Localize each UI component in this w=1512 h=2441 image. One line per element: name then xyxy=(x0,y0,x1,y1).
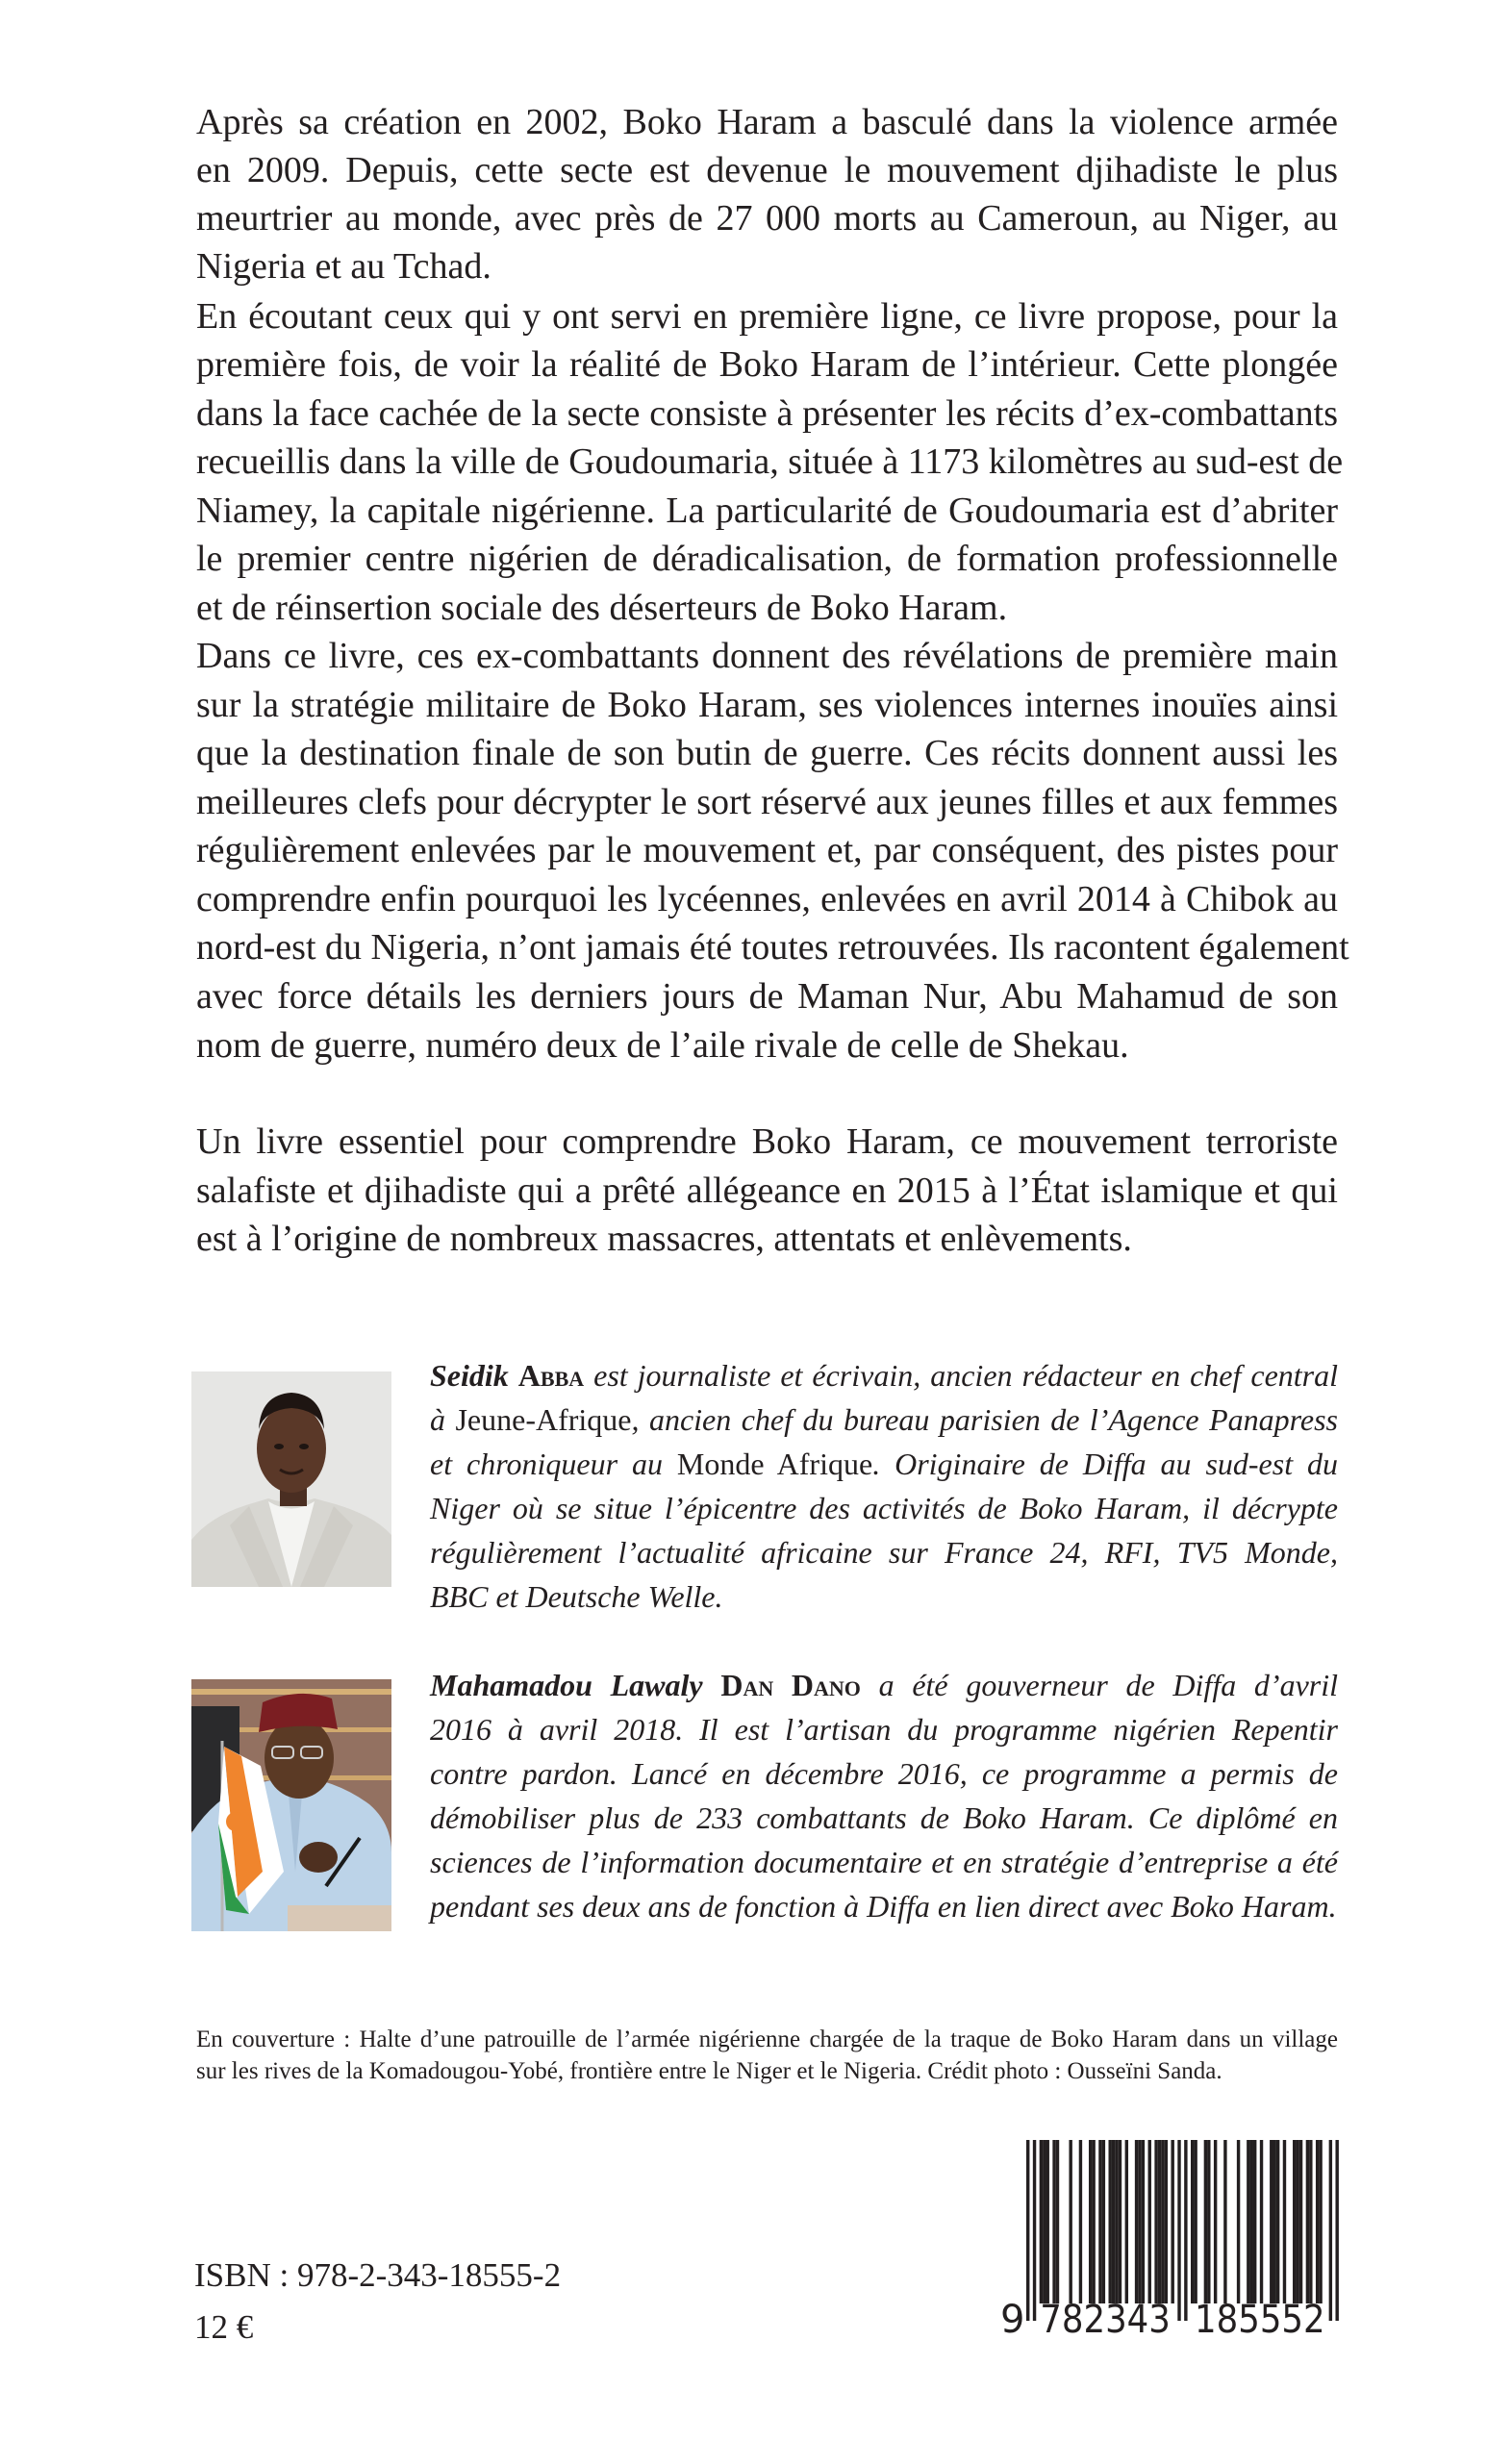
bio-text: pendant ses deux ans de fonction à Diffa en lien direct avec Boko Haram. xyxy=(430,1889,1337,1924)
bio-line xyxy=(430,1404,1338,1435)
summary-line: recueillis dans la ville de Goudoumaria, située à 1173 kilomètres au sud-est de xyxy=(196,441,1344,482)
barcode-left-digits: 782343 xyxy=(1040,2298,1171,2339)
summary-line: le premier centre nigérien de déradicalisation, de formation professionnelle xyxy=(196,539,1338,579)
summary-line: sur la stratégie militaire de Boko Haram, ses violences internes inouïes ainsi xyxy=(196,685,1338,725)
author-photo-seidik-abba xyxy=(191,1371,391,1587)
bio-line xyxy=(430,1714,1338,1745)
bio-text: est journaliste et écrivain, ancien rédacteur en chef central xyxy=(584,1358,1339,1393)
summary-line: que la destination finale de son butin de guerre. Ces récits donnent aussi les xyxy=(196,733,1338,773)
author-last-name: Abba xyxy=(517,1358,585,1393)
bio-text: régulièrement l’actualité africaine sur France 24, RFI, TV5 Monde, xyxy=(430,1535,1338,1570)
bio-line xyxy=(430,1802,1338,1833)
summary-line: meurtrier au monde, avec près de 27 000 morts au Cameroun, au Niger, au xyxy=(196,198,1338,239)
summary-line: Dans ce livre, ces ex-combattants donnent des révélations de première main xyxy=(196,636,1338,676)
barcode-icon xyxy=(991,2137,1347,2339)
bio-line xyxy=(430,1537,1338,1568)
bio-line xyxy=(430,1758,1338,1789)
summary-line: comprendre enfin pourquoi les lycéennes, enlevées en avril 2014 à Chibok au xyxy=(196,879,1338,919)
summary-line: régulièrement enlevées par le mouvement et, par conséquent, des pistes pour xyxy=(196,830,1338,870)
summary-line: en 2009. Depuis, cette secte est devenue le mouvement djihadiste le plus xyxy=(196,150,1338,190)
summary-line: première fois, de voir la réalité de Boko Haram de l’intérieur. Cette plongée xyxy=(196,344,1338,385)
bio-text: . Originaire de Diffa au sud-est du xyxy=(872,1447,1339,1481)
bio-text: et chroniqueur au xyxy=(430,1447,677,1481)
bio-line xyxy=(430,1847,1338,1877)
bio-line xyxy=(430,1581,1338,1612)
summary-line: meilleures clefs pour décrypter le sort réservé aux jeunes filles et aux femmes xyxy=(196,782,1338,822)
portrait-image-icon xyxy=(191,1371,391,1587)
author-last-name: Dan Dano xyxy=(720,1668,861,1702)
summary-line: Niamey, la capitale nigérienne. La particularité de Goudoumaria est d’abriter xyxy=(196,491,1338,531)
ean13-barcode xyxy=(991,2137,1347,2339)
bio-line xyxy=(430,1891,1338,1922)
bio-line xyxy=(430,1360,1338,1391)
author-first-name: Mahamadou Lawaly xyxy=(430,1668,721,1702)
bio-text: sciences de l’information documentaire et en stratégie d’entreprise a été xyxy=(430,1845,1338,1879)
summary-line: salafiste et djihadiste qui a prêté allégeance en 2015 à l’État islamique et qui xyxy=(196,1170,1338,1211)
bio-text: BBC et Deutsche Welle. xyxy=(430,1579,723,1614)
summary-line: et de réinsertion sociale des déserteurs de Boko Haram. xyxy=(196,588,1008,628)
bio-text: Monde Afrique xyxy=(676,1447,873,1481)
bio-text: démobiliser plus de 233 combattants de Boko Haram. Ce diplômé en xyxy=(430,1800,1338,1835)
summary-line: Nigeria et au Tchad. xyxy=(196,246,491,287)
bio-text: Niger où se situe l’épicentre des activités de Boko Haram, il décrypte xyxy=(430,1491,1338,1525)
bio-text: Jeune-Afrique xyxy=(455,1402,632,1437)
author-photo-mahamadou-lawaly-dan-dano xyxy=(191,1679,391,1931)
bio-text: 2016 à avril 2018. Il est l’artisan du programme nigérien Repentir xyxy=(430,1712,1338,1747)
bio-text: , ancien chef du bureau parisien de l’Agence Panapress xyxy=(631,1402,1339,1437)
bio-line xyxy=(430,1670,1338,1700)
summary-line: nord-est du Nigeria, n’ont jamais été toutes retrouvées. Ils racontent également xyxy=(196,927,1349,968)
bio-line xyxy=(430,1448,1338,1479)
isbn-number: ISBN : 978-2-343-18555-2 xyxy=(194,2256,562,2294)
bio-text: contre pardon. Lancé en décembre 2016, ce programme a permis de xyxy=(430,1756,1338,1791)
summary-line: avec force détails les derniers jours de Maman Nur, Abu Mahamud de son xyxy=(196,976,1338,1017)
cover-credit-line-1: En couverture : Halte d’une patrouille de l’armée nigérienne chargée de la traque de Boko Haram dans un village xyxy=(196,2026,1338,2052)
summary-line: Après sa création en 2002, Boko Haram a basculé dans la violence armée xyxy=(196,102,1338,142)
cover-credit-line-2: sur les rives de la Komadougou-Yobé, frontière entre le Niger et le Nigeria. Crédit photo : Ousseïni Sanda. xyxy=(196,2058,1222,2084)
price: 12 € xyxy=(194,2308,254,2346)
author-first-name: Seidik xyxy=(430,1358,518,1393)
summary-line: dans la face cachée de la secte consiste à présenter les récits d’ex-combattants xyxy=(196,393,1338,434)
summary-line: nom de guerre, numéro deux de l’aile rivale de celle de Shekau. xyxy=(196,1025,1129,1066)
summary-line: En écoutant ceux qui y ont servi en première ligne, ce livre propose, pour la xyxy=(196,296,1338,337)
bio-text: à xyxy=(430,1402,456,1437)
barcode-right-digits: 185552 xyxy=(1195,2298,1325,2339)
barcode-first-digit: 9 xyxy=(1000,2298,1025,2339)
portrait-image-icon xyxy=(191,1679,391,1931)
bio-line xyxy=(430,1493,1338,1523)
summary-line: Un livre essentiel pour comprendre Boko Haram, ce mouvement terroriste xyxy=(196,1121,1338,1162)
summary-line: est à l’origine de nombreux massacres, attentats et enlèvements. xyxy=(196,1219,1132,1259)
bio-text: a été gouverneur de Diffa d’avril xyxy=(860,1668,1339,1702)
